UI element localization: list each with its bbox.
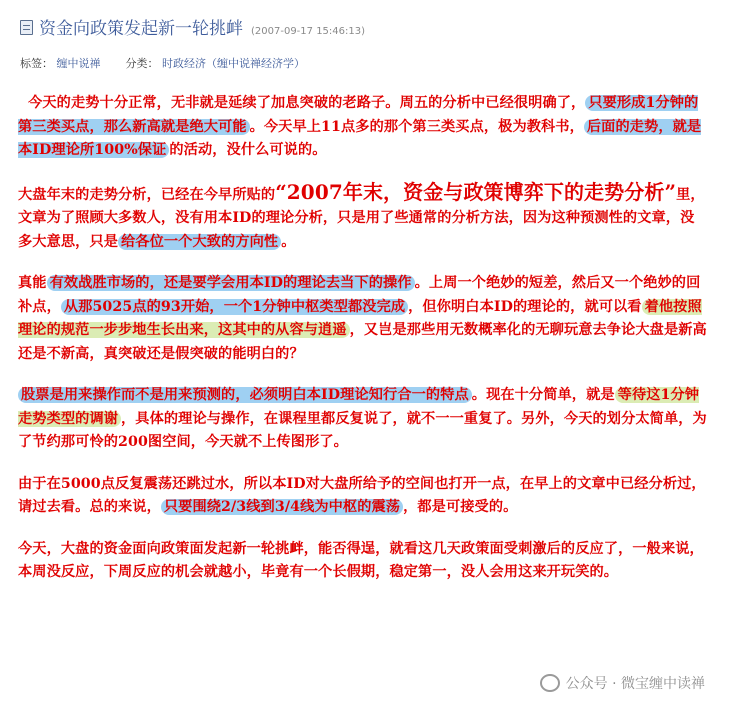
text-span: 。现在十分简单，就是 [471, 387, 615, 403]
highlight-span: 着他按照理论的规范一步步地生长出来，这其中的从容与逍遥 [18, 298, 702, 338]
highlight-span: 股票是用来操作而不是用来预测的，必须明白本ID理论知行合一的特点 [18, 387, 472, 403]
article-body [18, 92, 708, 603]
paragraph-1 [18, 92, 708, 163]
text-span: 。 [281, 233, 296, 250]
post-header [20, 14, 365, 39]
category-label: 分类： [125, 57, 159, 70]
post-timestamp: (2007-09-17 15:46:13) [251, 26, 366, 37]
highlight-span: 只要围绕2/3线到3/4线为中枢的震荡 [161, 499, 403, 515]
paragraph-2 [18, 181, 708, 255]
text-span: 。今天早上11点多的那个第三类买点，极为教科书， [249, 118, 584, 135]
paragraph-5 [18, 473, 708, 520]
highlight-span: 有效战胜市场的，还是要学会用本ID的理论去当下的操作 [47, 275, 415, 291]
highlight-span: 等待这1分钟走势类型的调谢 [18, 387, 700, 427]
text-span: ，但你明白本ID的理论的，就可以看 [408, 298, 642, 315]
text-span: ，都是可接受的。 [403, 499, 518, 515]
highlight-span: 从那5025点的93开始，一个1分钟中枢类型都没完成 [61, 299, 408, 315]
paragraph-6 [18, 538, 708, 585]
highlight-span: 只要形成1分钟的第三类买点，那么新高就是绝大可能 [18, 95, 699, 135]
text-span: 真能 [18, 275, 47, 291]
text-span: 由于在5000点反复震荡还跳过水，所以本ID对大盘所给予的空间也打开一点，在早上的文章中已经分析过，请过去看。总的来说， [18, 475, 706, 515]
text-span: 今天的走势十分正常，无非就是延续了加息突破的老路子。周五的分析中已经很明确了， [28, 95, 586, 111]
text-span: 的活动，没什么可说的。 [169, 142, 327, 158]
text-span: ，又岂是那些用无数概率化的无聊玩意去争论大盘是新高还是不新高，真突破还是假突破的能明白的？ [18, 322, 707, 362]
paragraph-3 [18, 272, 708, 366]
paragraph-4 [18, 384, 708, 455]
text-span: 里，文章为了照顾大多数人，没有用本ID的理论分析，只是用了些通常的分析方法，因为这种预测性的文章，没多大意思，只是 [18, 186, 705, 250]
text-span: 今天，大盘的资金面向政策面发起新一轮挑衅，能否得逞，就看这几天政策面受刺激后的反应了，一般来说，本周没反应，下周反应的机会就越小，毕竟有一个长假期，稳定第一，没人会用这来开玩笑的。 [18, 540, 704, 580]
article-link-title: “2007年末，资金与政策博弈下的走势分析” [275, 179, 677, 204]
watermark [540, 673, 705, 693]
category-link[interactable]: 时政经济（缠中说禅经济学） [162, 57, 305, 70]
text-span: ，具体的理论与操作，在课程里都反复说了，就不一一重复了。另外，今天的划分太简单，为了节约那可怜的200图空间，今天就不上传图形了。 [18, 410, 707, 450]
watermark-text: 公众号 · 微宝缠中读禅 [565, 676, 705, 692]
document-icon [20, 20, 33, 35]
wechat-icon [540, 674, 560, 692]
text-span: 。上周一个绝妙的短差，然后又一个绝妙的回补点， [18, 275, 701, 315]
tag-link[interactable]: 缠中说禅 [56, 57, 101, 70]
post-title: 资金向政策发起新一轮挑衅 [39, 19, 243, 39]
post-meta [20, 55, 305, 71]
highlight-span: 给各位一个大致的方向性 [118, 234, 281, 250]
highlight-span: 后面的走势，就是本ID理论所100%保证 [18, 118, 702, 158]
tag-label: 标签： [20, 57, 53, 70]
text-span: 大盘年末的走势分析，已经在今早所贴的 [18, 186, 276, 203]
